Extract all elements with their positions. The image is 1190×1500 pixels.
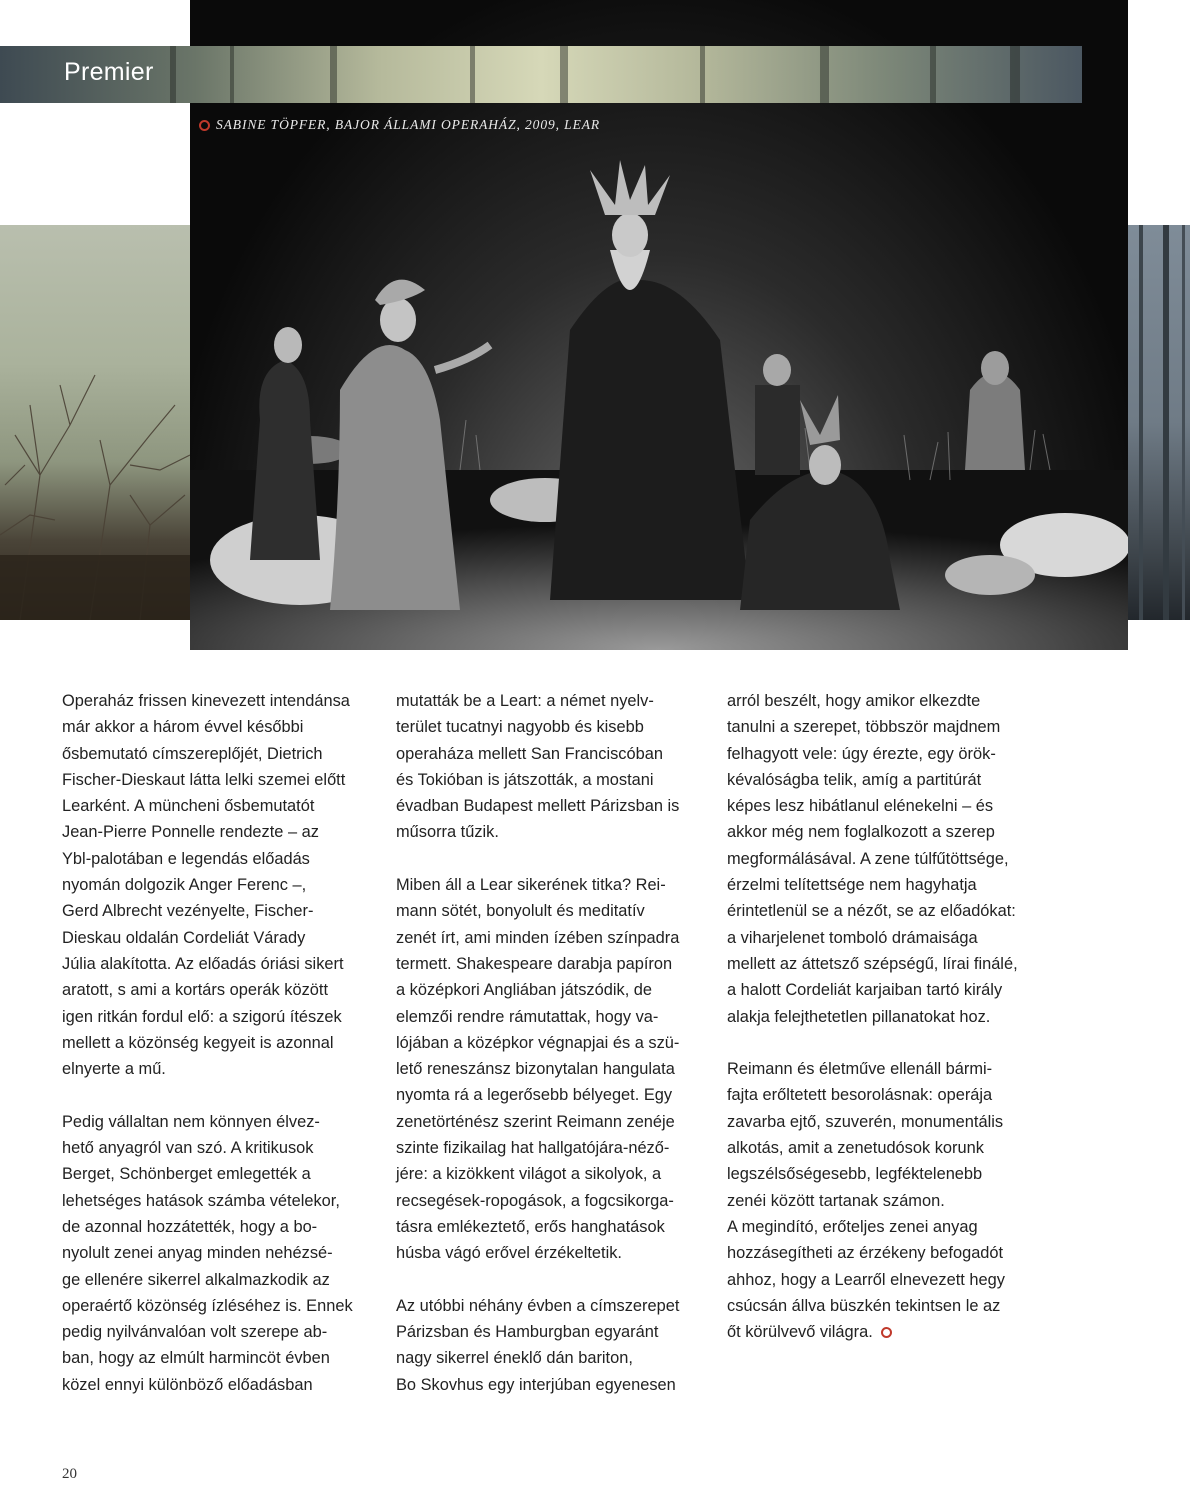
text-line: lehetséges hatások számba vételekor,: [62, 1191, 340, 1210]
text-line: csúcsán állva büszkén tekintsen le az: [727, 1296, 1001, 1315]
text-line: húsba vágó erővel érzékeltetik.: [396, 1244, 622, 1263]
text-line: nyolult zenei anyag minden nehézsé-: [62, 1244, 333, 1263]
photo-caption-text: SABINE TÖPFER, BAJOR ÁLLAMI OPERAHÁZ, 2009, LEAR: [216, 117, 601, 132]
text-line: operaértő közönség ízléséhez is. Ennek: [62, 1296, 353, 1315]
text-line: lető reneszánsz bizonytalan hangulata: [396, 1060, 675, 1079]
section-title: Premier: [64, 58, 154, 86]
text-line: Dieskau oldalán Cordeliát Várady: [62, 928, 306, 947]
text-line: pedig nyilvánvalóan volt szerepe ab-: [62, 1323, 328, 1342]
text-line: mann sötét, bonyolult és meditatív: [396, 902, 645, 921]
foggy-forest-image-right: [1127, 225, 1190, 620]
text-line: Fischer-Dieskaut látta lelki szemei előtt: [62, 770, 346, 789]
page-number: 20: [62, 1466, 77, 1482]
text-line: képes lesz hibátlanul elénekelni – és: [727, 797, 994, 816]
text-line-end: őt körülvevő világra.: [727, 1323, 873, 1342]
text-line: elnyerte a mű.: [62, 1060, 166, 1079]
circle-bullet-icon: [199, 120, 210, 131]
text-line: Bo Skovhus egy interjúban egyenesen: [396, 1375, 676, 1394]
text-line: Operaház frissen kinevezett intendánsa: [62, 692, 350, 710]
text-line: arról beszélt, hogy amikor elkezdte: [727, 692, 981, 710]
text-line: legszélsőségesebb, legféktelenebb: [727, 1165, 983, 1184]
text-line: mellett az áttetsző szépségű, lírai finálé,: [727, 954, 1018, 973]
text-line: a halott Cordeliát karjaiban tartó király: [727, 981, 1003, 1000]
text-line: akkor még nem foglalkozott a szerep: [727, 823, 995, 842]
text-line: zavarba ejtő, szuverén, monumentális: [727, 1112, 1004, 1131]
text-line: mellett a közönség kegyeit is azonnal: [62, 1033, 334, 1052]
text-line: érzelmi telítettsége nem hagyhatja: [727, 876, 977, 895]
text-line: évadban Budapest mellett Párizsban is: [396, 797, 680, 816]
paragraph: [62, 688, 382, 1082]
text-line: alkotás, amit a zenetudósok korunk: [727, 1139, 984, 1158]
text-line: kévalóságba telik, amíg a partitúrát: [727, 770, 982, 789]
text-line: de azonnal hozzátették, hogy a bo-: [62, 1217, 318, 1236]
text-line: tásra emlékeztető, erős hanghatások: [396, 1217, 665, 1236]
paragraph: [727, 688, 1047, 1030]
paragraph: [727, 1056, 1047, 1345]
text-line: érintetlenül se a nézőt, se az előadókat:: [727, 902, 1016, 921]
text-line: elemzői rendre rámutattak, hogy va-: [396, 1007, 659, 1026]
text-line: nagy sikerrel éneklő dán bariton,: [396, 1349, 633, 1368]
foggy-forest-image-left: [0, 225, 192, 620]
text-line: Learként. A müncheni ősbemutatót: [62, 797, 315, 816]
text-line: nyomta rá a legerősebb bélyeget. Egy: [396, 1086, 673, 1105]
text-line: műsorra tűzik.: [396, 823, 499, 842]
section-header-band: [0, 46, 1082, 103]
text-line: Ybl-palotában e legendás előadás: [62, 849, 310, 868]
text-line: recsegések-ropogások, a fogcsikorga-: [396, 1191, 674, 1210]
photo-caption: [199, 117, 600, 133]
text-line: mutatták be a Leart: a német nyelv-: [396, 692, 654, 710]
text-line: Reimann és életműve ellenáll bármi-: [727, 1060, 993, 1079]
text-line: megformálásával. A zene túlfűtöttsége,: [727, 849, 1009, 868]
text-line: aratott, s ami a kortárs operák között: [62, 981, 329, 1000]
text-line: nyomán dolgozik Anger Ferenc –,: [62, 876, 307, 895]
text-line: termett. Shakespeare darabja papíron: [396, 954, 673, 973]
text-line: ahhoz, hogy a Learről elnevezett hegy: [727, 1270, 1005, 1289]
text-line: Jean-Pierre Ponnelle rendezte – az: [62, 823, 319, 842]
text-line: Pedig vállaltan nem könnyen élvez-: [62, 1112, 320, 1131]
text-line: a középkori Angliában játszódik, de: [396, 981, 653, 1000]
paragraph: [396, 1293, 716, 1398]
text-line: alakja felejthetetlen pillanatokat hoz.: [727, 1007, 991, 1026]
end-of-article-icon: [881, 1327, 892, 1338]
text-line: hozzásegítheti az érzékeny befogadót: [727, 1244, 1004, 1263]
text-line: jére: a kizökkent világot a sikolyok, a: [396, 1165, 662, 1184]
text-line: zenetörténész szerint Reimann zenéje: [396, 1112, 675, 1131]
text-line: tanulni a szerepet, többször majdnem: [727, 718, 1001, 737]
text-line: szinte fizikailag hat hallgatójára-néző-: [396, 1139, 670, 1158]
text-line: már akkor a három évvel későbbi: [62, 718, 304, 737]
text-line: A megindító, erőteljes zenei anyag: [727, 1217, 978, 1236]
text-column-2: [396, 688, 716, 1398]
text-line: Júlia alakította. Az előadás óriási sikert: [62, 954, 344, 973]
text-line: Az utóbbi néhány évben a címszerepet: [396, 1296, 680, 1315]
text-line: ősbemutató címszereplőjét, Dietrich: [62, 744, 323, 763]
text-column-1: [62, 688, 382, 1398]
text-line-last: [727, 1319, 1047, 1345]
text-line: közel ennyi különböző előadásban: [62, 1375, 313, 1394]
text-line: felhagyott vele: úgy érezte, egy örök-: [727, 744, 996, 763]
paragraph: [396, 688, 716, 846]
paragraph: [396, 872, 716, 1266]
text-line: igen ritkán fordul elő: a szigorú ítészek: [62, 1007, 342, 1026]
text-line: Berget, Schönberget emlegették a: [62, 1165, 311, 1184]
text-line: ban, hogy az elmúlt harmincöt évben: [62, 1349, 330, 1368]
text-line: a viharjelenet tomboló drámaisága: [727, 928, 978, 947]
text-line: terület tucatnyi nagyobb és kisebb: [396, 718, 644, 737]
text-line: operaháza mellett San Franciscóban: [396, 744, 663, 763]
text-line: fajta erőltetett besorolásnak: operája: [727, 1086, 993, 1105]
paragraph: [62, 1109, 382, 1398]
text-line: és Tokióban is játszották, a mostani: [396, 770, 654, 789]
text-line: Gerd Albrecht vezényelte, Fischer-: [62, 902, 314, 921]
text-line: zenét írt, ami minden ízében színpadra: [396, 928, 680, 947]
text-line: zenéi között tartanak számon.: [727, 1191, 945, 1210]
text-line: lójában a középkor végnapjai és a szü-: [396, 1033, 680, 1052]
text-line: Miben áll a Lear sikerének titka? Rei-: [396, 876, 666, 895]
text-line: hető anyagról van szó. A kritikusok: [62, 1139, 314, 1158]
text-column-3: [727, 688, 1047, 1345]
text-line: Párizsban és Hamburgban egyaránt: [396, 1323, 659, 1342]
text-line: ge ellenére sikerrel alkalmazkodik az: [62, 1270, 330, 1289]
